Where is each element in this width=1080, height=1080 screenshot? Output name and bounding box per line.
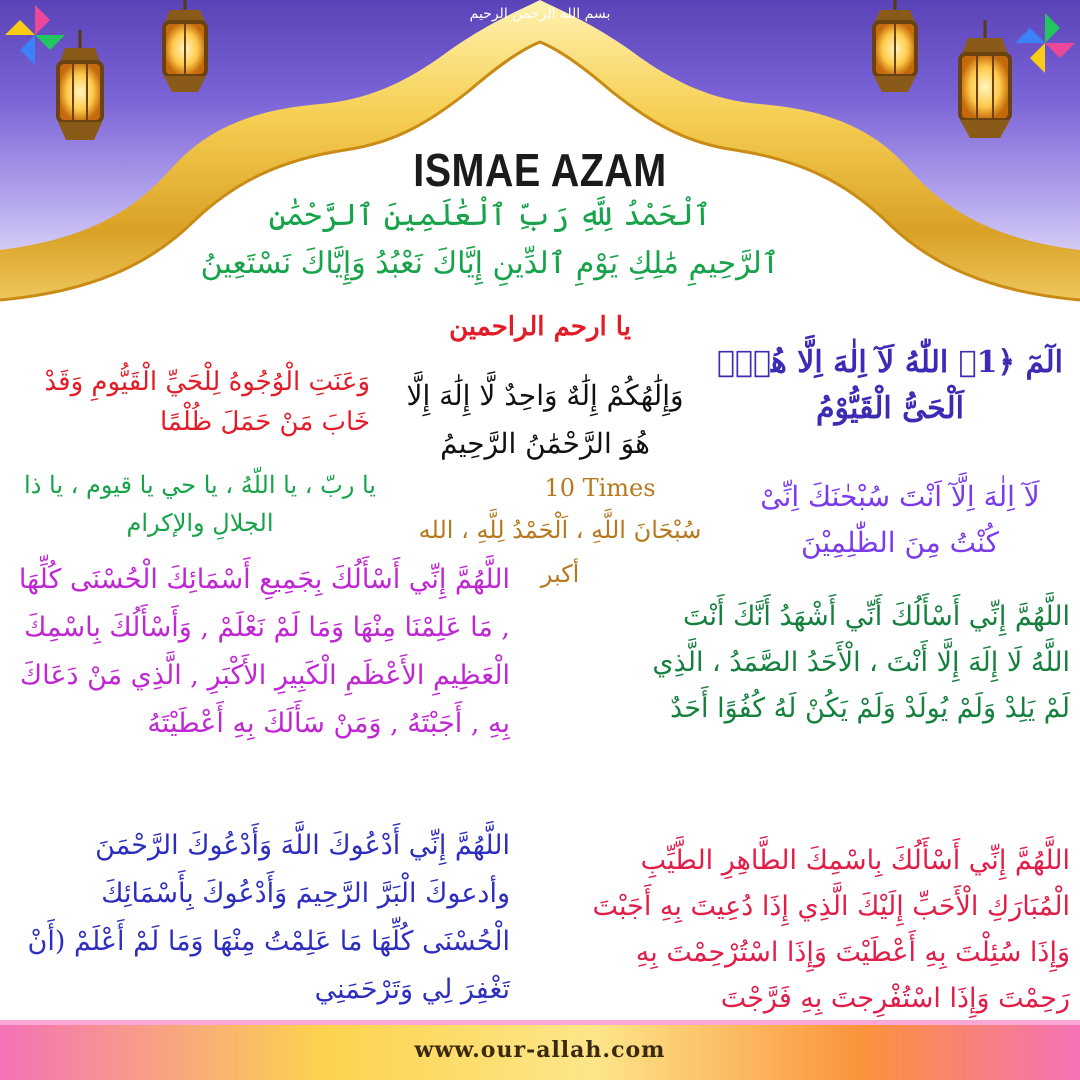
lantern-icon — [150, 0, 220, 100]
dua-jami-asma: اللَّهُمَّ إِنِّي أَسْأَلُكَ بِجَمِيعِ أَسْمَائِكَ الْحُسْنَى كُلِّهَا , مَا عَلِمْنَا مِنْهَا وَمَا لَمْ نَعْلَمْ , وَأَسْأَلُكَ بِاسْمِكَ الْعَظِيمِ الأَعْظَمِ الْكَبِيرِ الأَكْبَرِ , الَّذِي مَنْ دَعَاكَ بِهِ , أَجَبْتَهُ , وَمَنْ سَأَلَكَ بِهِ أَعْطَيْتَهُ — [18, 564, 510, 739]
ten-times-label: 10 Times — [544, 474, 656, 502]
page-title: ISMAE AZAM — [413, 144, 667, 196]
dua-la-ilaha: لَآ اِلٰهَ اِلَّآ اَنْتَ سُبْحٰنَكَ اِنِّیْ كُنْتُ مِنَ الظّٰلِمِیْنَ — [760, 480, 1040, 559]
arham-heading: يا ارحم الراحمين — [449, 312, 631, 342]
dua-ashhadu: اللَّهُمَّ إِنِّي أَسْأَلُكَ أَنِّي أَشْهَدُ أَنَّكَ أَنْتَ اللَّهُ لَا إِلَهَ إِلَّا أَنْتَ ، الْأَحَدُ الصَّمَدُ ، الَّذِي لَمْ يَلِدْ وَلَمْ يُولَدْ وَلَمْ يَكُنْ لَهُ كُفُوًا أَحَدٌ — [652, 601, 1070, 724]
lantern-icon — [860, 0, 930, 100]
fatiha-line-1: ٱلْحَمْدُ لِلَّهِ رَبِّ ٱلْعَٰلَمِينَ ٱلرَّحْمَٰنِ — [268, 198, 712, 233]
dua-wa-anat: وَعَنَتِ الْوُجُوهُ لِلْحَيِّ الْقَيُّومِ وَقَدْ خَابَ مَنْ حَمَلَ ظُلْمًا — [44, 367, 370, 437]
website-link[interactable]: www.our-allah.com — [414, 1037, 666, 1063]
dua-ya-rabb: يا ربّ ، يا اللّهُ ، يا حي يا قيوم ، يا ذا الجلالِ والإكرام — [24, 471, 376, 537]
dua-alif-lam-mim: الٓمٓ ﴿1﴾ اللّٰهُ لَآ اِلٰهَ اِلَّا هُوَۚ اَلْحَیُّ الْقَیُّوْمُ — [716, 345, 1063, 426]
dua-adu: اللَّهُمَّ إِنِّي أَدْعُوكَ اللَّهَ وَأَدْعُوكَ الرَّحْمَنَ وأدعوكَ الْبَرَّ الرَّحِيمَ وَأَدْعُوكَ بِأَسْمَائِكَ الْحُسْنَى كُلِّهَا مَا عَلِمْتُ مِنْهَا وَمَا لَمْ أَعْلَمْ (أَنْ تَغْفِرَ لِي وَتَرْحَمَنِي — [27, 830, 510, 1005]
pinwheel-icon — [0, 0, 70, 70]
dua-ilahukum: وَإِلَٰهُكُمْ إِلَٰهٌ وَاحِدٌ لَّا إِلَٰهَ إِلَّا هُوَ الرَّحْمَٰنُ الرَّحِيمُ — [406, 379, 684, 460]
dua-subhan: سُبْحَانَ اللَّهِ ، اَلْحَمْدُ لِلَّهِ ، الله أكبر — [418, 516, 702, 588]
dua-tahir: اللَّهُمَّ إِنِّي أَسْأَلُكَ بِاسْمِكَ الطَّاهِرِ الطَّيِّبِ الْمُبَارَكِ الْأَحَبِّ إِلَيْكَ الَّذِي إِذَا دُعِيتَ بِهِ أَجَبْتَ وَإِذَا سُئِلْتَ بِهِ أَعْطَيْتَ وَإِذَا اسْتُرْحِمْتَ بِهِ رَحِمْتَ وَإِذَا اسْتُفْرِجتَ بِهِ فَرَّجْتَ — [592, 845, 1070, 1014]
bismillah-text: بسم الله الرحمن الرحيم — [469, 6, 611, 22]
pinwheel-icon — [1010, 8, 1080, 78]
fatiha-line-2: ٱلرَّحِيمِ مَٰلِكِ يَوْمِ ٱلدِّينِ إِيَّاكَ نَعْبُدُ وَإِيَّاكَ نَسْتَعِينُ — [200, 246, 780, 281]
